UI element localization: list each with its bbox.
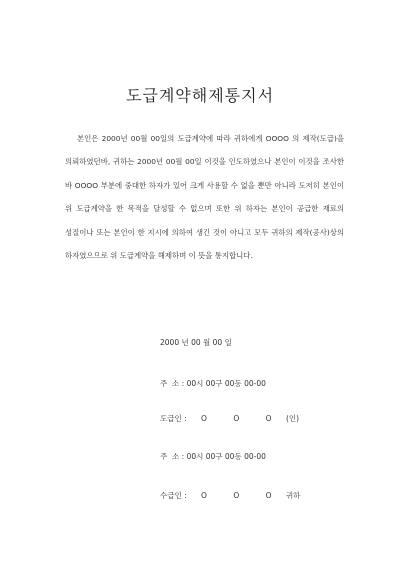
recipient-role-label: 수급인 : [160,491,187,500]
body-paragraph: 본인은 2000년 00월 00일의 도급계약에 따라 귀하에게 OOOO 의 제작(도급)을 의뢰하였던바, 귀하는 2000년 00월 00일 이것을 인도하였으나 본인이 이것을 조사한 바 OOOO 부분에 중대한 하자가 있어 크게 사용할 수 없을 뿐만 아니라 도저히 본인이 위 도급계약을 한 목적을 달성할 수 없으며 또한 위 하자는 본인이 공급한 재료의 성질이나 또는 본인이 한 지시에 의하여 생긴 것이 아니고 모두 귀하의 제작(공사)상의 하자였으므로 위 도급계약을 해제하며 이 뜻을 통지합니다. [65,134,344,261]
contractor-address: 00시 00구 00동 00-00 [186,379,266,388]
contractor-role-label: 도급인 : [160,414,187,423]
recipient-name-part-3: O [265,491,272,500]
contractor-seal: (인) [285,414,300,423]
document-title: 도급계약해제통지서 [125,86,275,105]
recipient-address: 00시 00구 00동 00-00 [186,452,266,461]
contractor-name-part-3: O [265,414,272,423]
recipient-name-part-1: O [201,491,207,500]
contractor-address-line [160,378,266,389]
contractor-name-part-2: O [233,414,240,423]
recipient-address-line [160,451,266,462]
notice-date: 2000 년 00 월 00 일 [160,338,232,347]
recipient-name-part-2: O [233,491,240,500]
recipient-line [160,490,300,501]
recipient-address-label: 주 소 : [160,452,185,461]
contractor-name-part-1: O [201,414,207,423]
recipient-honorific: 귀하 [285,491,301,500]
contractor-address-label: 주 소 : [160,379,185,388]
contractor-line [160,413,299,424]
